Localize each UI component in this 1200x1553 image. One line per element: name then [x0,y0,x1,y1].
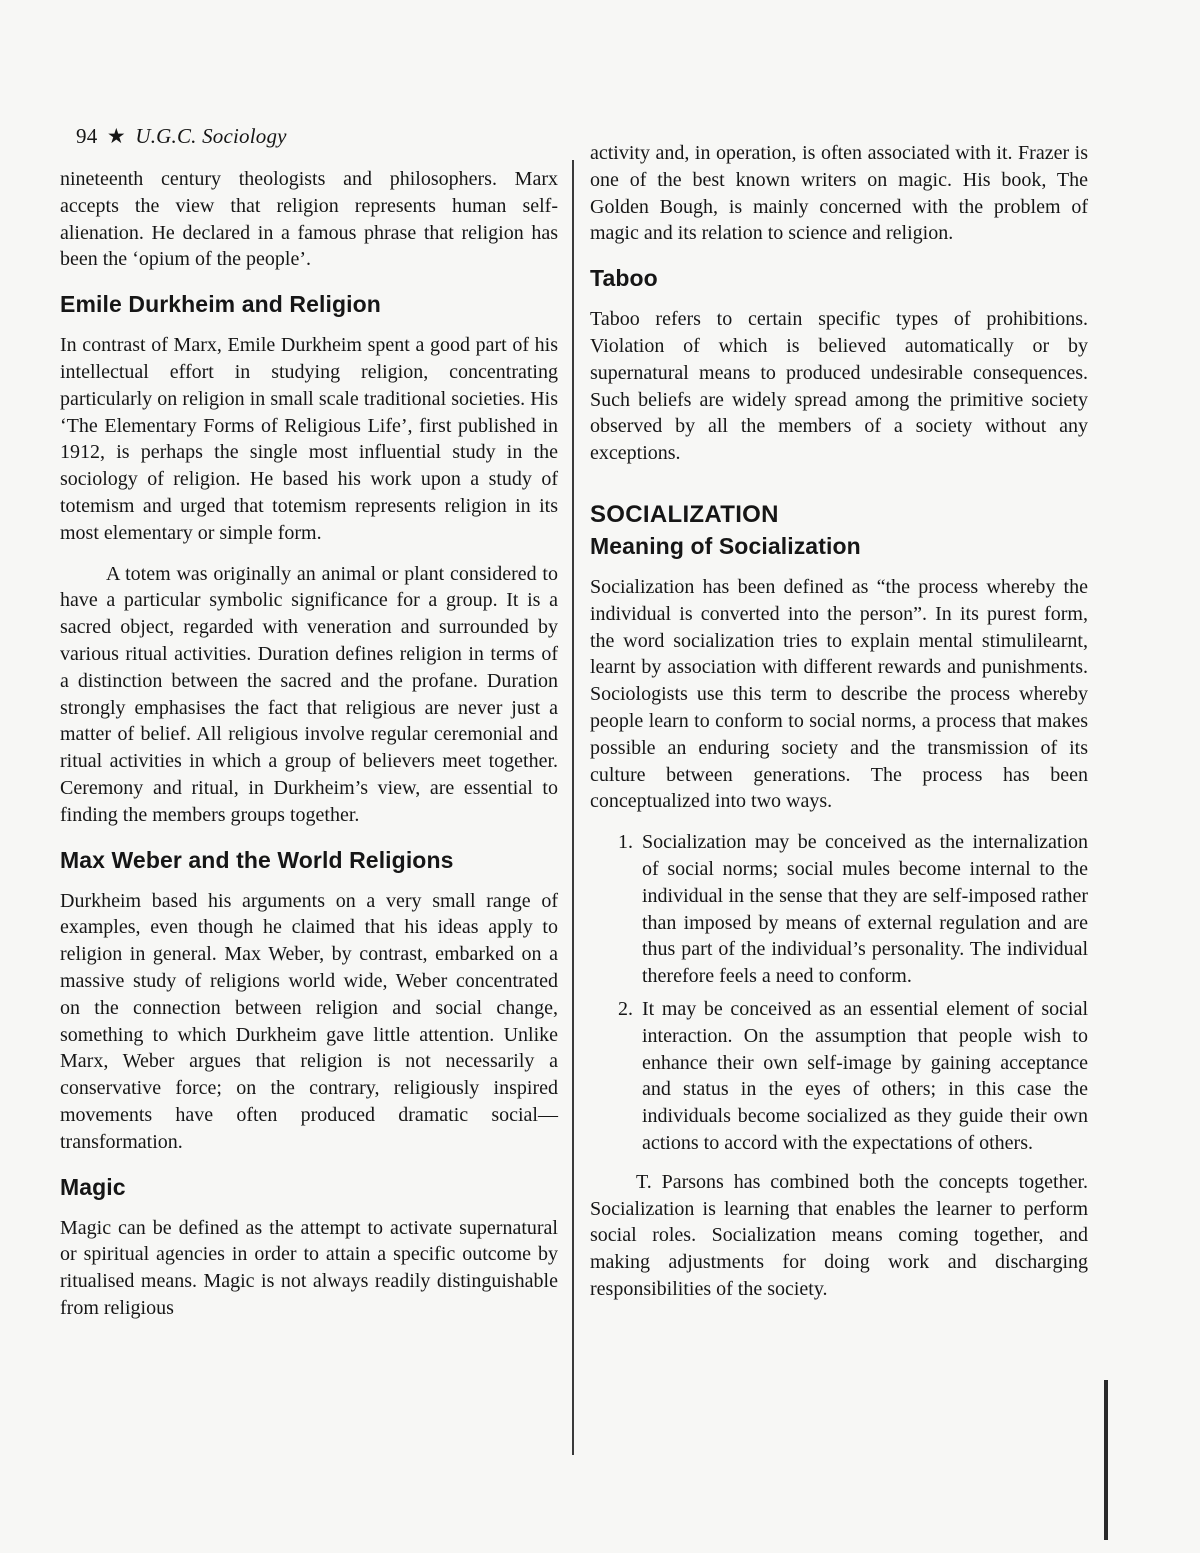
list-item: 2. It may be conceived as an essential element of social interaction. On the assumption that people wish to enhance their own self-image by gaining acceptance and status in the eyes of others; in this case the individuals become socialized as they guide their own actions to accord with the expectations of others. [638,996,1088,1157]
paragraph-magic-continued: activity and, in operation, is often associated with it. Frazer is one of the best known writers on magic. His book, The Golden Bough, is mainly concerned with the problem of magic and its relation to science and religion. [590,142,1088,245]
left-column [60,166,558,1336]
paragraph-weber: Durkheim based his arguments on a very small range of examples, even though he claimed that his ideas apply to religion in general. Max Weber, by contrast, embarked on a massive study of religions world wide, Weber concentrated on the connection between religion and social change, something to which Durkheim gave little attention. Unlike Marx, Weber argues that religion is not necessarily a conservative force; on the contrary, religiously inspired movements have often produced dramatic social—transformation. [60,889,558,1153]
socialization-list [590,829,1088,1157]
paragraph-durkheim-2: A totem was originally an animal or plant considered to have a particular symbolic significance for a group. It is a sacred object, regarded with veneration and surrounded by various ritual activities. Duration defines religion in terms of a distinction between the sacred and the profane. Duration strongly emphasises the fact that religious are never just a matter of belief. All religious involve regular ceremonial and ritual activities in which a group of believers meet together. Ceremony and ritual, in Durkheim’s view, are essential to finding the members groups together. [60,562,558,826]
heading-magic: Magic [60,1173,126,1200]
page-number: 94 [76,124,98,148]
column-divider [572,160,574,1455]
star-icon: ★ [106,124,126,148]
paragraph-parsons: T. Parsons has combined both the concepts together. Socialization is learning that enables the learner to perform social roles. Socialization means coming together, and making adjustments for doing work and discharging responsibilities of the society. [590,1170,1088,1300]
book-title: U.G.C. Sociology [135,124,287,148]
right-column [590,140,1088,1317]
running-header [76,124,287,149]
paragraph-socialization: Socialization has been defined as “the process whereby the individual is converted into the person”. In its purest form, the word socialization tries to explain mental stimulilearnt, learnt by association with different rewards and punishments. Sociologists use this term to describe the process whereby people learn to conform to social norms, a process that makes possible an enduring society and the transmission of its culture between generations. The process has been conceptualized into two ways. [590,575,1088,813]
paragraph-durkheim-1: In contrast of Marx, Emile Durkheim spent a good part of his intellectual effort in studying religion, concentrating particularly on religion in small scale traditional societies. His ‘The Elementary Forms of Religious Life’, first published in 1912, is perhaps the single most influential study in the sociology of religion. He based his work upon a study of totemism and urged that totemism represents religion in its most elementary or simple form. [60,334,558,544]
heading-durkheim: Emile Durkheim and Religion [60,291,381,318]
paragraph-magic: Magic can be defined as the attempt to activate supernatural or spiritual agencies in order to attain a specific outcome by ritualised means. Magic is not always readily distinguishable from religious [60,1216,558,1319]
heading-meaning-of-socialization: Meaning of Socialization [590,532,861,559]
page-edge-shadow [1104,1380,1108,1540]
heading-taboo: Taboo [590,265,658,292]
heading-weber: Max Weber and the World Religions [60,846,454,873]
heading-socialization: SOCIALIZATION [590,500,779,528]
paragraph-taboo: Taboo refers to certain specific types of prohibitions. Violation of which is believed automatically or by supernatural means to produced undesirable consequences. Such beliefs are widely spread among the primitive society observed by all the members of a society without any exceptions. [590,308,1088,465]
paragraph-intro: nineteenth century theologists and philosophers. Marx accepts the view that religion represents human self-alienation. He declared in a famous phrase that religion has been the ‘opium of the people’. [60,168,558,271]
list-item: 1. Socialization may be conceived as the internalization of social norms; social mules become internal to the individual in the sense that they are self-imposed rather than imposed by means of external regulation and are thus part of the individual’s personality. The individual therefore feels a need to conform. [638,829,1088,990]
